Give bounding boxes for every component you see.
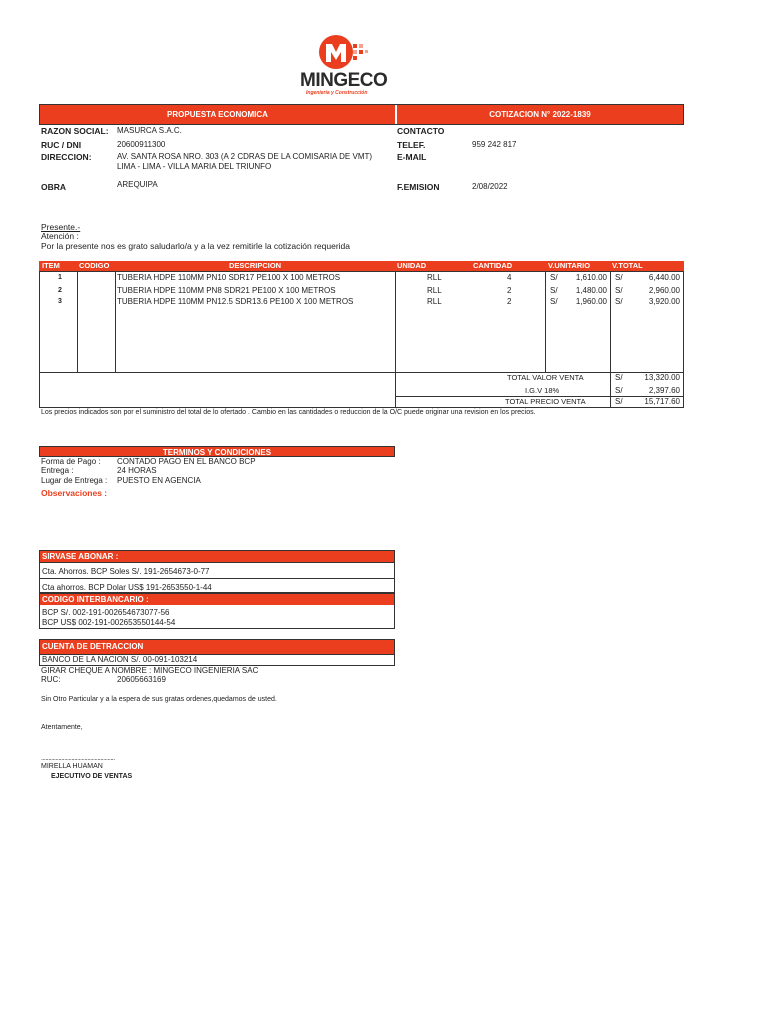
total-valor-value: 13,320.00 bbox=[644, 373, 680, 382]
cell-vtotal: 2,960.00 bbox=[648, 286, 680, 295]
direccion-value: AV. SANTA ROSA NRO. 303 (A 2 CDRAS DE LA COMISARIA DE VMT) LIMA - LIMA - VILLA MARIA DEL TRIUNFO bbox=[117, 152, 373, 171]
total-valor-currency: S/ bbox=[615, 373, 623, 382]
company-tagline: Ingeniería y Construcción bbox=[306, 90, 368, 96]
atentamente-text: Atentamente, bbox=[41, 724, 83, 731]
cell-desc: TUBERIA HDPE 110MM PN12.5 SDR13.6 PE100 X 100 METROS bbox=[117, 297, 354, 306]
cell-vt-currency: S/ bbox=[615, 286, 623, 295]
cci-box bbox=[39, 593, 395, 629]
th-item: ITEM bbox=[42, 261, 60, 270]
price-note: Los precios indicados son por el suministro del total de lo ofertado . Cambio en las cantidades o reduccion de la O/C puede originar una revision en los precios. bbox=[41, 409, 536, 416]
cell-vunitario: 1,610.00 bbox=[575, 273, 607, 282]
th-vunitario: V.UNITARIO bbox=[548, 261, 591, 270]
cell-cantidad: 4 bbox=[507, 273, 512, 282]
cell-vu-currency: S/ bbox=[550, 273, 558, 282]
header-left-title: PROPUESTA ECONOMICA bbox=[40, 105, 395, 124]
terms-title: TERMINOS Y CONDICIONES bbox=[39, 446, 395, 457]
items-table bbox=[39, 261, 684, 408]
total-precio-value: 15,717.60 bbox=[644, 397, 680, 406]
cell-item: 3 bbox=[58, 298, 62, 305]
abonar-title: SIRVASE ABONAR : bbox=[40, 551, 394, 562]
cci-dolar: BCP US$ 002-191-002653550144-54 bbox=[42, 618, 176, 627]
th-descripcion: DESCRIPCION bbox=[229, 261, 282, 270]
telef-value: 959 242 817 bbox=[472, 140, 517, 149]
total-precio-currency: S/ bbox=[615, 397, 623, 406]
cell-unidad: RLL bbox=[427, 297, 442, 306]
cell-item: 2 bbox=[58, 287, 62, 294]
cell-cantidad: 2 bbox=[507, 297, 512, 306]
company-name: MINGECO bbox=[300, 70, 388, 91]
intro-text: Por la presente nos es grato saludarlo/a y a la vez remitirle la cotización requerida bbox=[41, 241, 350, 251]
email-label: E-MAIL bbox=[397, 152, 427, 162]
company-logo bbox=[298, 30, 393, 98]
pago-value: CONTADO PAGO EN EL BANCO BCP bbox=[117, 457, 256, 466]
ruc-label: RUC / DNI bbox=[41, 140, 82, 150]
signer-role: EJECUTIVO DE VENTAS bbox=[51, 773, 133, 780]
header-bar bbox=[39, 104, 684, 125]
igv-currency: S/ bbox=[615, 386, 623, 395]
direccion-label: DIRECCION: bbox=[41, 152, 92, 162]
cta-soles: Cta. Ahorros. BCP Soles S/. 191-2654673-0-77 bbox=[42, 567, 210, 576]
observaciones-label: Observaciones : bbox=[41, 488, 108, 498]
detraccion-value: BANCO DE LA NACION S/. 00-091-103214 bbox=[42, 655, 198, 664]
th-cantidad: CANTIDAD bbox=[473, 261, 513, 270]
cell-cantidad: 2 bbox=[507, 286, 512, 295]
cell-desc: TUBERIA HDPE 110MM PN10 SDR17 PE100 X 100 METROS bbox=[117, 273, 341, 282]
cell-vunitario: 1,480.00 bbox=[575, 286, 607, 295]
cell-vtotal: 3,920.00 bbox=[648, 297, 680, 306]
cell-desc: TUBERIA HDPE 110MM PN8 SDR21 PE100 X 100 METROS bbox=[117, 286, 336, 295]
header-right-title: COTIZACION N° 2022-1839 bbox=[397, 105, 683, 124]
igv-value: 2,397.60 bbox=[648, 386, 680, 395]
femision-value: 2/08/2022 bbox=[472, 182, 508, 191]
igv-label: I.G.V 18% bbox=[525, 386, 560, 395]
abonar-box bbox=[39, 550, 395, 593]
detraccion-title: CUENTA DE DETRACCION bbox=[40, 640, 394, 654]
detraccion-box bbox=[39, 639, 395, 666]
cell-vt-currency: S/ bbox=[615, 297, 623, 306]
cell-item: 1 bbox=[58, 274, 62, 281]
entrega-label: Entrega : bbox=[41, 466, 74, 475]
signer-name: MIRELLA HUAMAN bbox=[41, 763, 103, 770]
table-header bbox=[39, 261, 684, 271]
cell-vu-currency: S/ bbox=[550, 286, 558, 295]
razon-value: MASURCA S.A.C. bbox=[117, 126, 182, 135]
contacto-label: CONTACTO bbox=[397, 126, 445, 136]
cta-dolar: Cta ahorros. BCP Dolar US$ 191-2653550-1-44 bbox=[42, 583, 212, 592]
cell-vu-currency: S/ bbox=[550, 297, 558, 306]
signature-line: ................................................... bbox=[41, 755, 115, 762]
cell-vt-currency: S/ bbox=[615, 273, 623, 282]
cell-unidad: RLL bbox=[427, 286, 442, 295]
femision-label: F.EMISION bbox=[397, 182, 440, 192]
cell-vtotal: 6,440.00 bbox=[648, 273, 680, 282]
pago-label: Forma de Pago : bbox=[41, 457, 101, 466]
atencion-text: Atención : bbox=[41, 231, 79, 241]
telef-label: TELEF. bbox=[397, 140, 426, 150]
razon-label: RAZON SOCIAL: bbox=[41, 126, 109, 136]
obra-value: AREQUIPA bbox=[117, 180, 158, 189]
entrega-value: 24 HORAS bbox=[117, 466, 157, 475]
cci-title: CODIGO INTERBANCARIO : bbox=[40, 594, 394, 605]
lugar-label: Lugar de Entrega : bbox=[41, 476, 108, 485]
cheque-text: GIRAR CHEQUE A NOMBRE : MINGECO INGENIERIA SAC bbox=[41, 666, 259, 675]
ruc-company-label: RUC: bbox=[41, 675, 61, 684]
obra-label: OBRA bbox=[41, 182, 67, 192]
th-codigo: CODIGO bbox=[79, 261, 110, 270]
lugar-value: PUESTO EN AGENCIA bbox=[117, 476, 201, 485]
th-vtotal: V.TOTAL bbox=[612, 261, 643, 270]
cell-vunitario: 1,960.00 bbox=[575, 297, 607, 306]
total-precio-label: TOTAL PRECIO VENTA bbox=[505, 397, 586, 406]
cci-soles: BCP S/. 002-191-002654673077-56 bbox=[42, 608, 170, 617]
th-unidad: UNIDAD bbox=[397, 261, 427, 270]
cell-unidad: RLL bbox=[427, 273, 442, 282]
ruc-value: 20600911300 bbox=[117, 140, 166, 149]
presente-text: Presente.- bbox=[41, 222, 81, 232]
ruc-company-value: 20605663169 bbox=[117, 675, 166, 684]
total-valor-label: TOTAL VALOR VENTA bbox=[507, 373, 584, 382]
closing-text: Sin Otro Particular y a la espera de sus gratas ordenes,quedamos de usted. bbox=[41, 696, 277, 703]
